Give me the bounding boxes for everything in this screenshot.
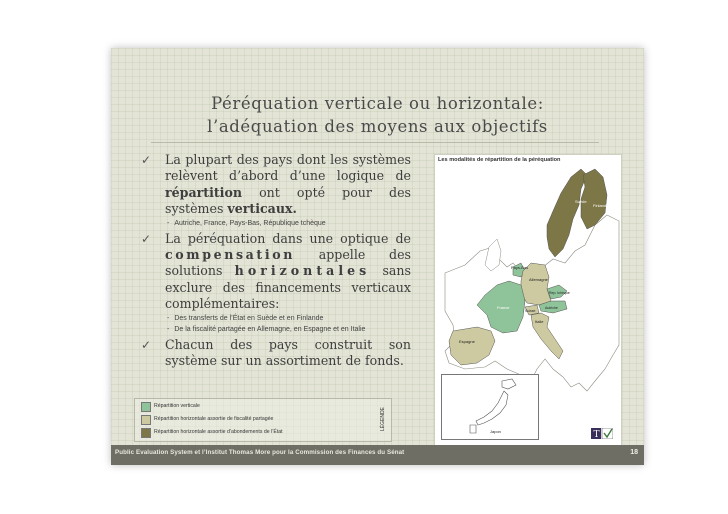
label-suede: Suède <box>575 199 587 204</box>
bullet-2-text: La péréquation dans une optique de compensation appelle des solutions horizontales sans exclure des financements verticaux complémentaires: <box>165 230 411 312</box>
bullet-1 <box>141 152 411 218</box>
japan-inset <box>441 374 539 440</box>
label-allemagne: Allemagne <box>529 277 548 282</box>
title-rule <box>151 142 599 143</box>
check-icon: ✓ <box>141 231 152 246</box>
sub-bullet: - Autriche, France, Pays-Bas, République tchèque <box>167 219 326 227</box>
logo-icon <box>591 428 613 439</box>
label-france: France <box>497 305 510 310</box>
bullet-3-text: Chacun des pays construit son système sur un assortiment de fonds. <box>165 336 411 369</box>
legend-tag: LÉGENDE <box>380 407 386 431</box>
sub-bullet: - Des transferts de l’État en Suède et en Finlande <box>167 314 324 322</box>
slide-title <box>111 92 644 138</box>
bullet-1-text: La plupart des pays dont les systèmes relèvent d’abord d’une logique de répartition ont opté pour des systèmes verticaux. <box>165 152 411 217</box>
legend-swatch <box>141 415 151 425</box>
legend-swatch <box>141 402 151 412</box>
bullet-2 <box>141 231 411 313</box>
bullet-list <box>141 152 411 369</box>
svg-text:T: T <box>593 430 600 439</box>
japan-hokkaido <box>502 379 516 389</box>
sub-bullet: - De la fiscalité partagée en Allemagne, en Espagne et en Italie <box>167 325 366 333</box>
japan-honshu <box>476 391 508 425</box>
title-line-1: Péréquation verticale ou horizontale: <box>211 94 544 113</box>
japan-kyushu <box>470 425 476 433</box>
footer-text: Public Evaluation System et l’Institut Thomas More pour la Commission des Finances du Sénat <box>115 449 405 456</box>
footer-bar <box>111 445 644 465</box>
label-autriche: Autriche <box>545 306 558 310</box>
label-suisse: Suisse <box>525 309 536 313</box>
label-pays-bas: Pays-Bas <box>511 265 529 270</box>
check-icon: ✓ <box>141 337 152 352</box>
check-icon: ✓ <box>141 153 152 167</box>
label-japon: Japon <box>490 429 501 434</box>
label-finlande: Finlande <box>593 203 609 208</box>
title-line-2: l’adéquation des moyens aux objectifs <box>207 117 548 136</box>
label-italie: Italie <box>535 319 544 324</box>
legend-swatch <box>141 428 151 438</box>
label-espagne: Espagne <box>459 339 475 344</box>
slide <box>111 48 644 465</box>
japan-svg <box>442 375 538 439</box>
bullet-3 <box>141 337 411 370</box>
page-number: 18 <box>630 449 638 456</box>
map-title: Les modalités de répartition de la péréquation <box>438 157 561 163</box>
label-rep-tcheque: Rep. tchèque <box>549 291 570 295</box>
map-legend: Répartition verticale Répartition horizontale assortie de fiscalité partagée Répartition horizontale assortie d’abondements de l’État LÉGENDE <box>134 398 392 442</box>
publisher-logo <box>591 424 613 439</box>
